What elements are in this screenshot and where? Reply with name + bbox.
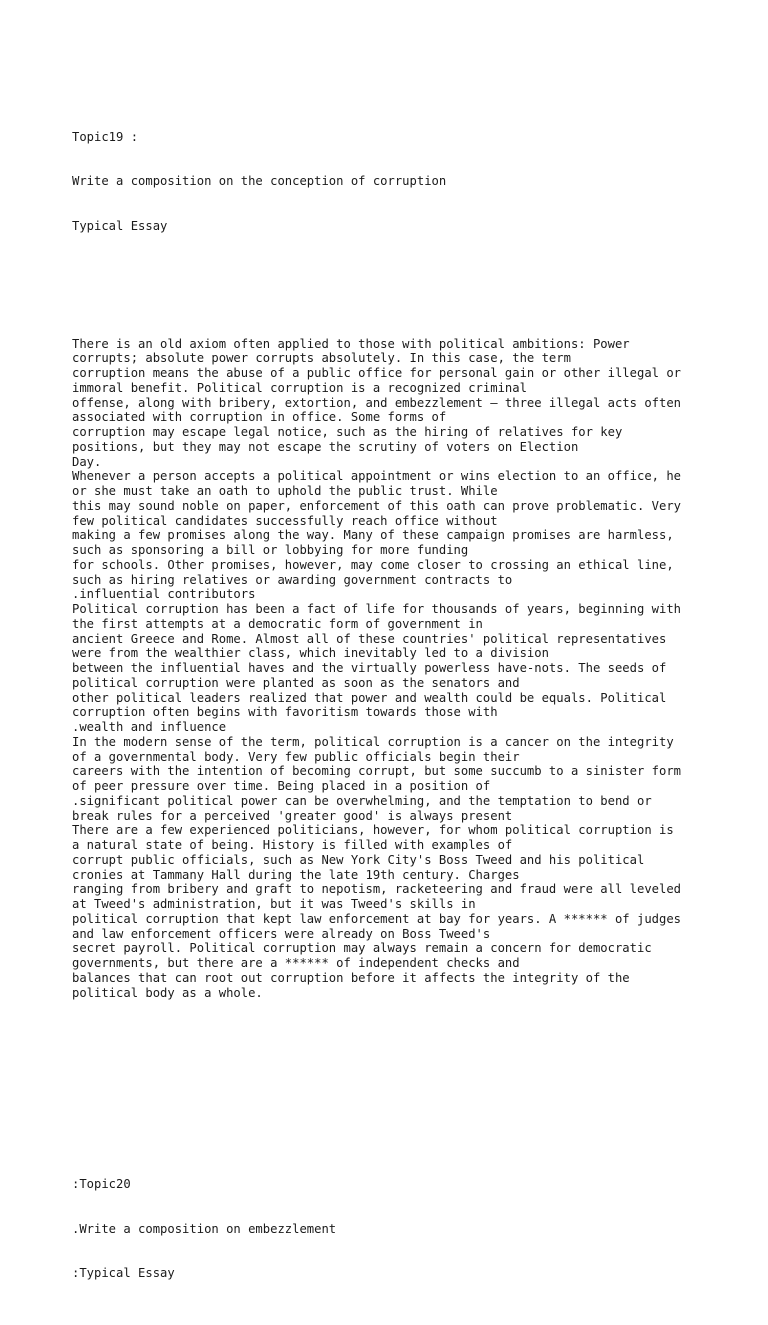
essay-line: corrupt public officials, such as New York City's Boss Tweed and his political	[72, 852, 645, 867]
essay-line: at Tweed's administration, but it was Tweed's skills in	[72, 897, 476, 911]
topic20-heading	[72, 1148, 712, 1310]
topic-title: :Topic20	[72, 1177, 131, 1192]
essay-line: ranging from bribery and graft to nepotism, racketeering and fraud were all leveled	[72, 882, 682, 897]
essay-line: break rules for a perceived 'greater good' is always present	[72, 808, 513, 823]
essay-line: .significant political power can be overwhelming, and the temptation to bend or	[72, 793, 652, 808]
essay-line: corrupts; absolute power corrupts absolutely. In this case, the term	[72, 351, 571, 366]
essay-line: In the modern sense of the term, political corruption is a cancer on the integrity	[72, 734, 674, 749]
topic-essay-label: :Typical Essay	[72, 1265, 175, 1280]
essay-line: political corruption were planted as soon as the senators and	[72, 675, 520, 690]
blank-line	[72, 292, 712, 307]
essay-line: balances that can root out corruption before it affects the integrity of the	[72, 970, 630, 985]
essay-line: corruption may escape legal notice, such as the hiring of relatives for key	[72, 425, 623, 439]
essay-line: offense, along with bribery, extortion, and embezzlement – three illegal acts often	[72, 395, 682, 410]
essay-line: corruption means the abuse of a public office for personal gain or other illegal or	[72, 366, 682, 380]
essay-line: governments, but there are a ****** of independent checks and	[72, 956, 520, 970]
essay-line: immoral benefit. Political corruption is a recognized criminal	[72, 380, 527, 395]
essay-line: Whenever a person accepts a political appointment or wins election to an office, he	[72, 469, 682, 484]
topic19-heading	[72, 101, 712, 263]
essay-line: There is an old axiom often applied to those with political ambitions: Power	[72, 336, 630, 351]
essay-line: political body as a whole.	[72, 985, 263, 1000]
essay-line: for schools. Other promises, however, may come closer to crossing an ethical line,	[72, 557, 674, 572]
document-page	[72, 71, 712, 1325]
essay-line: There are a few experienced politicians, however, for whom political corruption is	[72, 823, 674, 838]
essay-line: associated with corruption in office. Some forms of	[72, 410, 447, 425]
essay-line: few political candidates successfully reach office without	[72, 513, 498, 528]
essay-line: Political corruption has been a fact of life for thousands of years, beginning with	[72, 602, 682, 616]
essay-line: Day.	[72, 454, 102, 469]
essay-line: positions, but they may not escape the scrutiny of voters on Election	[72, 439, 579, 454]
essay-line: the first attempts at a democratic form of government in	[72, 616, 483, 631]
essay-line: such as hiring relatives or awarding government contracts to	[72, 572, 513, 587]
essay-line: making a few promises along the way. Many of these campaign promises are harmless,	[72, 528, 674, 543]
essay-line: and law enforcement officers were already on Boss Tweed's	[72, 926, 491, 941]
topic-title: Topic19 :	[72, 130, 139, 144]
essay-line: this may sound noble on paper, enforcement of this oath can prove problematic. Very	[72, 498, 682, 513]
essay-line: of peer pressure over time. Being placed in a position of	[72, 779, 491, 793]
essay-line: .wealth and influence	[72, 720, 227, 734]
topic-prompt: Write a composition on the conception of corruption	[72, 174, 447, 189]
essay-line: a natural state of being. History is filled with examples of	[72, 838, 513, 852]
essay-line: between the influential haves and the virtually powerless have-nots. The seeds of	[72, 661, 667, 675]
essay-line: cronies at Tammany Hall during the late 19th century. Charges	[72, 867, 520, 882]
essay-line: corruption often begins with favoritism towards those with	[72, 705, 498, 720]
essay-line: such as sponsoring a bill or lobbying for more funding	[72, 543, 469, 557]
essay-line: other political leaders realized that power and wealth could be equals. Political	[72, 690, 667, 705]
essay-line: of a governmental body. Very few public officials begin their	[72, 749, 520, 764]
topic19-essay-body	[72, 337, 712, 1001]
blank-space	[72, 1030, 712, 1119]
essay-line: ancient Greece and Rome. Almost all of these countries' political representatives	[72, 631, 667, 646]
topic-prompt: .Write a composition on embezzlement	[72, 1221, 337, 1236]
essay-line: .influential contributors	[72, 587, 256, 602]
essay-line: were from the wealthier class, which inevitably led to a division	[72, 646, 549, 661]
essay-line: careers with the intention of becoming corrupt, but some succumb to a sinister form	[72, 764, 682, 779]
essay-line: or she must take an oath to uphold the public trust. While	[72, 484, 498, 498]
topic-essay-label: Typical Essay	[72, 218, 168, 233]
essay-line: political corruption that kept law enforcement at bay for years. A ****** of judges	[72, 911, 682, 926]
essay-line: secret payroll. Political corruption may always remain a concern for democratic	[72, 941, 652, 956]
